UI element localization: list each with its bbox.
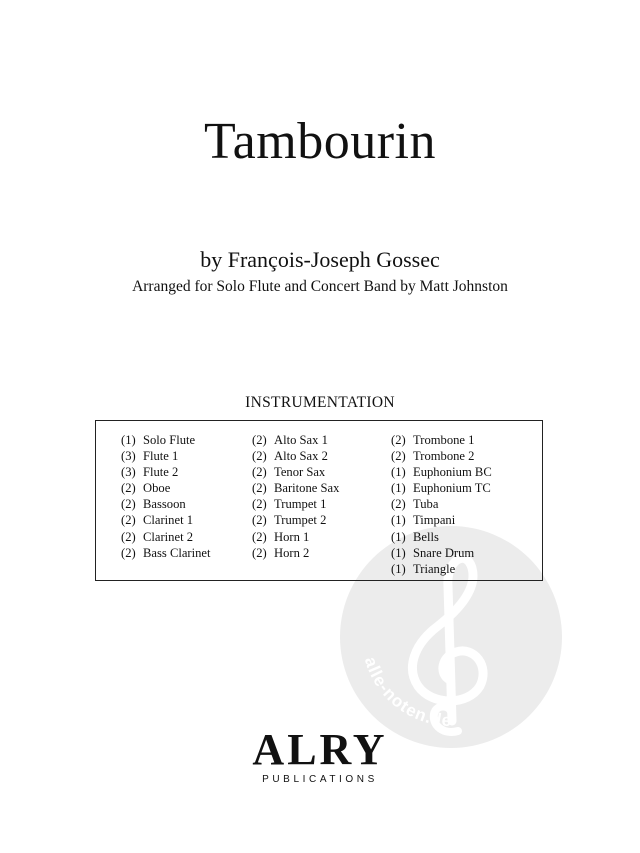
instrument-name: Triangle	[413, 561, 456, 576]
instrument-name: Snare Drum	[413, 545, 475, 560]
instrument-count: (2)	[391, 449, 406, 464]
instrument-name: Solo Flute	[143, 433, 196, 447]
instrument-name: Horn 2	[274, 545, 310, 560]
instrument-item	[391, 512, 492, 528]
instrument-name: Tuba	[413, 497, 439, 512]
publisher-subtitle: PUBLICATIONS	[262, 774, 378, 785]
instrument-count: (3)	[121, 465, 136, 480]
instrument-item	[121, 529, 211, 545]
instrument-count: (2)	[252, 449, 267, 464]
instrument-count: (2)	[121, 513, 136, 528]
instrument-name: Clarinet 1	[143, 513, 194, 528]
instrument-name: Baritone Sax	[274, 481, 340, 496]
instrument-count: (2)	[391, 497, 406, 512]
instrument-item	[252, 496, 339, 512]
instrument-count: (1)	[121, 433, 136, 447]
instrument-name: Timpani	[413, 513, 456, 528]
instrument-name: Euphonium TC	[413, 481, 491, 496]
arrangement-line: Arranged for Solo Flute and Concert Band by Matt Johnston	[132, 278, 508, 295]
instrument-column-3	[391, 432, 492, 577]
instrument-item	[121, 480, 211, 496]
instrument-count: (2)	[252, 465, 267, 480]
instrument-item	[391, 496, 492, 512]
instrument-name: Flute 2	[143, 465, 179, 480]
instrument-count: (2)	[252, 497, 267, 512]
instrument-column-1	[121, 432, 211, 561]
instrument-name: Euphonium BC	[413, 465, 492, 480]
instrument-item	[391, 545, 492, 561]
instrument-item	[252, 448, 339, 464]
instrument-item	[391, 529, 492, 545]
instrument-count: (2)	[391, 433, 406, 447]
instrument-item	[121, 432, 211, 448]
instrument-item	[121, 512, 211, 528]
instrument-count: (2)	[252, 481, 267, 496]
instrument-name: Alto Sax 2	[274, 449, 328, 464]
instrument-item	[391, 464, 492, 480]
instrument-item	[252, 529, 339, 545]
score-title: Tambourin	[204, 113, 436, 170]
publisher-name: ALRY	[252, 725, 388, 774]
instrument-count: (2)	[252, 529, 267, 544]
instrument-item	[391, 561, 492, 577]
instrument-item	[252, 480, 339, 496]
instrument-count: (2)	[252, 433, 267, 447]
instrument-name: Bass Clarinet	[143, 545, 211, 560]
instrument-item	[391, 480, 492, 496]
instrument-item	[121, 496, 211, 512]
instrument-item	[252, 545, 339, 561]
instrument-name: Horn 1	[274, 529, 310, 544]
instrument-count: (2)	[121, 481, 136, 496]
instrument-name: Trumpet 1	[274, 497, 327, 512]
instrument-name: Bells	[413, 529, 439, 544]
instrument-count: (2)	[121, 497, 136, 512]
instrumentation-box	[95, 420, 543, 581]
instrument-item	[121, 464, 211, 480]
instrument-name: Alto Sax 1	[274, 433, 328, 447]
instrument-count: (2)	[121, 545, 136, 560]
instrument-count: (1)	[391, 529, 406, 544]
watermark-text: alle-noten.de	[360, 654, 453, 731]
instrument-count: (1)	[391, 481, 406, 496]
publisher-logo	[220, 725, 420, 785]
instrument-item	[391, 432, 492, 448]
instrument-item	[252, 512, 339, 528]
instrument-count: (2)	[121, 529, 136, 544]
instrument-name: Trombone 2	[413, 449, 475, 464]
instrument-count: (1)	[391, 513, 406, 528]
instrument-name: Trombone 1	[413, 433, 475, 447]
instrument-name: Clarinet 2	[143, 529, 194, 544]
instrument-item	[252, 464, 339, 480]
instrumentation-heading: INSTRUMENTATION	[245, 394, 395, 411]
instrument-count: (1)	[391, 561, 406, 576]
instrument-count: (2)	[252, 545, 267, 560]
instrument-item	[121, 448, 211, 464]
composer-line: by François-Joseph Gossec	[200, 247, 440, 272]
instrument-name: Trumpet 2	[274, 513, 327, 528]
instrument-count: (1)	[391, 545, 406, 560]
instrument-column-2	[252, 432, 339, 561]
instrument-count: (1)	[391, 465, 406, 480]
instrument-count: (3)	[121, 449, 136, 464]
instrument-item	[121, 545, 211, 561]
instrument-item	[252, 432, 339, 448]
instrument-name: Bassoon	[143, 497, 186, 512]
instrument-name: Tenor Sax	[274, 465, 326, 480]
instrument-item	[391, 448, 492, 464]
instrument-name: Oboe	[143, 481, 171, 496]
instrument-count: (2)	[252, 513, 267, 528]
instrument-name: Flute 1	[143, 449, 179, 464]
